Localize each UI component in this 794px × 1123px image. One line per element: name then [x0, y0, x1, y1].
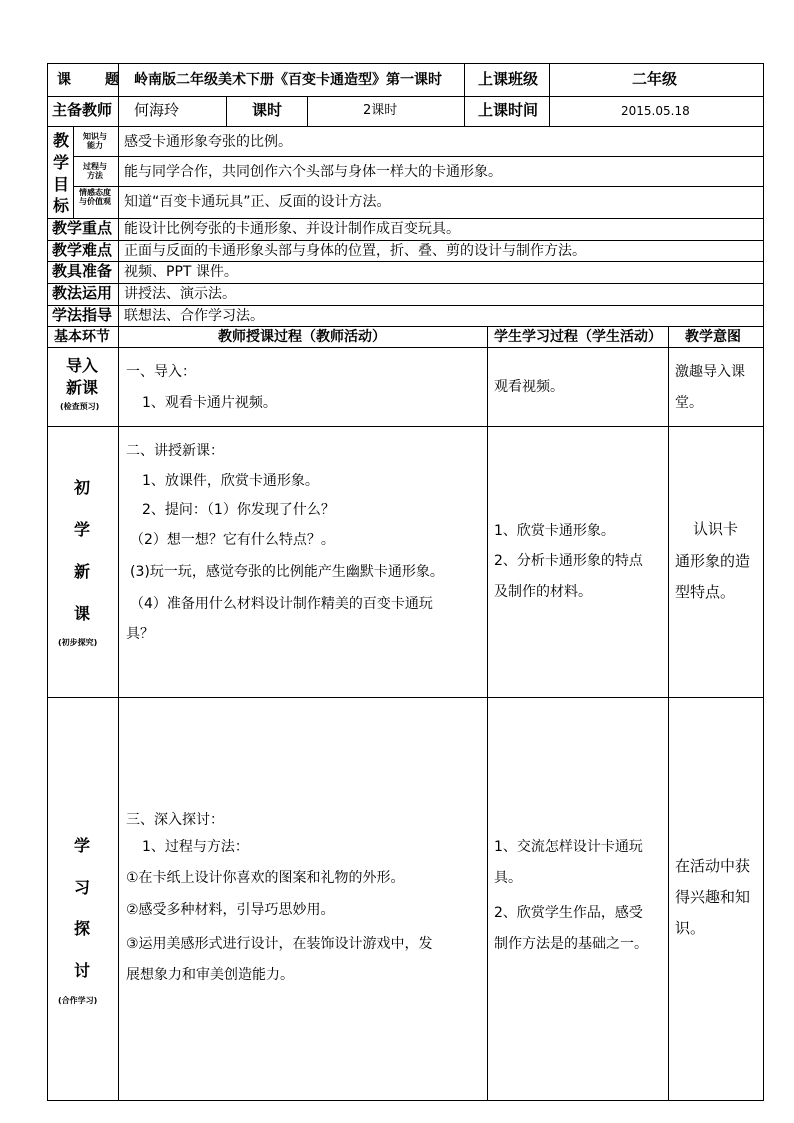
explore-student-line-4: 制作方法是的基础之一。 — [494, 936, 648, 952]
time-value: 2015.05.18 — [621, 104, 690, 118]
period-value: 2课时 — [363, 103, 398, 118]
explore-stage-char-3: 探 — [74, 919, 91, 938]
objectives-label-char-4: 标 — [53, 196, 70, 215]
intro-intent-line-1: 激趣导入课 — [675, 364, 745, 380]
explore-intent-line-3: 识。 — [675, 919, 706, 937]
new-lesson-intent-line-2: 通形象的造 — [675, 552, 751, 570]
column-header-intent: 教学意图 — [685, 329, 741, 345]
column-header-student: 学生学习过程（学生活动） — [494, 329, 662, 345]
class-label: 上课班级 — [478, 70, 539, 88]
teacher-label: 主备教师 — [52, 101, 113, 119]
intro-teacher-line-2: 1、观看卡通片视频。 — [142, 395, 277, 411]
teacher-value: 何海玲 — [134, 101, 180, 119]
objective-sublabel-knowledge: 知识与能力 — [83, 132, 107, 150]
explore-teacher-line-4: ②感受多种材料，引导巧思妙用。 — [126, 902, 335, 918]
objective-text-process: 能与同学合作，共同创作六个头部与身体一样大的卡通形象。 — [124, 164, 502, 180]
explore-student-line-2: 具。 — [494, 870, 522, 886]
info-label-difficulty: 教学难点 — [52, 241, 113, 259]
new-lesson-student-line-2: 2、分析卡通形象的特点 — [494, 553, 643, 569]
intro-intent-line-2: 堂。 — [675, 395, 703, 411]
topic-value: 岭南版二年级美术下册《百变卡通造型》第一课时 — [134, 72, 442, 88]
new-lesson-teacher-line-3: 2、提问：（1）你发现了什么？ — [142, 502, 335, 518]
explore-intent-line-1: 在活动中获 — [675, 857, 751, 875]
explore-teacher-line-5: ③运用美感形式进行设计，在装饰设计游戏中，发 — [126, 936, 433, 952]
explore-student-line-1: 1、交流怎样设计卡通玩 — [494, 839, 643, 855]
new-lesson-teacher-line-6: （4）准备用什么材料设计制作精美的百变卡通玩 — [130, 596, 433, 612]
period-label: 课时 — [252, 101, 283, 119]
new-lesson-intent-line-1: 认识卡 — [693, 520, 739, 538]
info-text-teaching-method: 讲授法、演示法。 — [124, 286, 236, 302]
info-text-materials: 视频、PPT 课件。 — [124, 264, 238, 280]
intro-stage-line-1: 导入 — [66, 356, 99, 375]
explore-stage-char-1: 学 — [74, 836, 91, 855]
objectives-label-char-1: 教 — [53, 131, 70, 150]
info-text-difficulty: 正面与反面的卡通形象头部与身体的位置，折、叠、剪的设计与制作方法。 — [124, 243, 586, 259]
explore-student-line-3: 2、欣赏学生作品，感受 — [494, 905, 643, 921]
objective-text-attitude: 知道“百变卡通玩具”正、反面的设计方法。 — [124, 194, 391, 210]
new-lesson-student-line-1: 1、欣赏卡通形象。 — [494, 523, 615, 539]
column-header-teacher: 教师授课过程（教师活动） — [218, 329, 386, 345]
info-text-key-point: 能设计比例夸张的卡通形象、并设计制作成百变玩具。 — [124, 221, 460, 237]
intro-stage-note: (检查预习) — [60, 402, 100, 411]
explore-teacher-line-1: 三、深入探讨： — [126, 812, 224, 828]
topic-label: 课 题 — [57, 72, 129, 88]
intro-teacher-line-1: 一、导入： — [126, 364, 196, 380]
class-value: 二年级 — [632, 70, 678, 88]
intro-student-line-1: 观看视频。 — [494, 379, 564, 395]
explore-teacher-line-6: 展想象力和审美创造能力。 — [126, 967, 294, 983]
new-lesson-teacher-line-7: 具？ — [126, 626, 154, 642]
new-lesson-teacher-line-4: （2）想一想？它有什么特点？。 — [130, 532, 335, 548]
explore-teacher-line-2: 1、过程与方法： — [142, 839, 249, 855]
objective-sublabel-process: 过程与方法 — [83, 162, 107, 180]
objective-sublabel-attitude: 情感态度与价值观 — [79, 188, 111, 206]
info-label-learning-method: 学法指导 — [52, 306, 113, 324]
explore-stage-note: (合作学习) — [58, 996, 98, 1005]
objectives-label-char-2: 学 — [53, 153, 70, 172]
info-label-key-point: 教学重点 — [52, 219, 113, 237]
explore-teacher-line-3: ①在卡纸上设计你喜欢的图案和礼物的外形。 — [126, 870, 405, 886]
new-lesson-stage-char-4: 课 — [74, 604, 91, 623]
new-lesson-intent-line-3: 型特点。 — [675, 583, 736, 601]
new-lesson-teacher-line-1: 二、讲授新课： — [126, 443, 224, 459]
new-lesson-teacher-line-5: (3)玩一玩，感觉夸张的比例能产生幽默卡通形象。 — [130, 564, 444, 580]
info-text-learning-method: 联想法、合作学习法。 — [124, 308, 264, 324]
info-label-materials: 教具准备 — [52, 262, 113, 280]
info-label-teaching-method: 教法运用 — [52, 284, 113, 302]
objective-text-knowledge: 感受卡通形象夸张的比例。 — [124, 134, 292, 150]
new-lesson-stage-char-3: 新 — [74, 562, 91, 581]
new-lesson-student-line-3: 及制作的材料。 — [494, 584, 592, 600]
objectives-label-char-3: 目 — [53, 175, 70, 194]
explore-intent-line-2: 得兴趣和知 — [675, 888, 751, 906]
new-lesson-stage-char-1: 初 — [74, 478, 91, 497]
new-lesson-teacher-line-2: 1、放课件，欣赏卡通形象。 — [142, 473, 319, 489]
explore-stage-char-2: 习 — [74, 878, 91, 897]
intro-stage-line-2: 新课 — [66, 378, 99, 397]
time-label: 上课时间 — [478, 101, 539, 119]
new-lesson-stage-note: (初步探究) — [58, 638, 98, 647]
new-lesson-stage-char-2: 学 — [74, 520, 91, 539]
column-header-stage: 基本环节 — [54, 329, 110, 345]
explore-stage-char-4: 讨 — [74, 961, 91, 980]
